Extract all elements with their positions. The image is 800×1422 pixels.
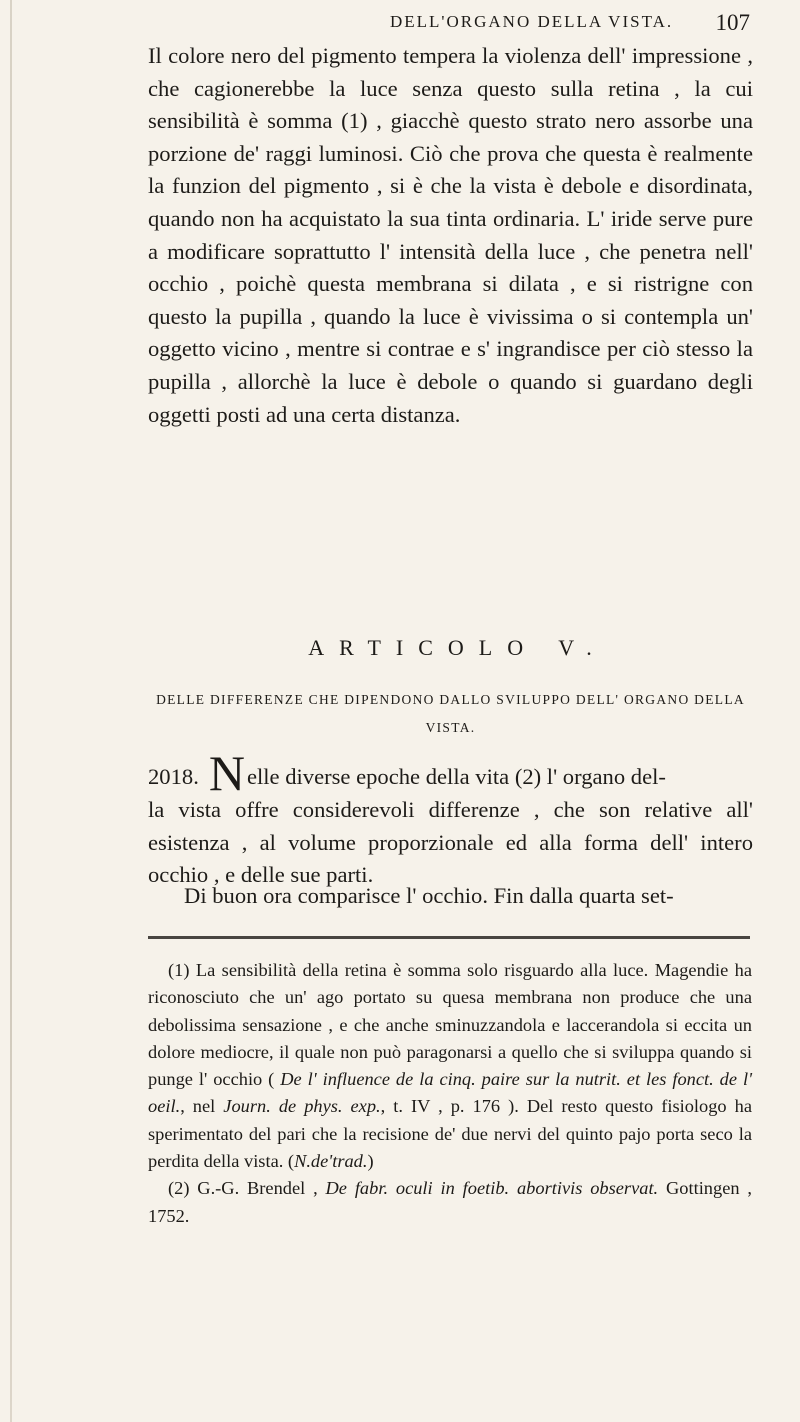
paragraph-body: la vista offre considerevoli differenze , che son relative all' esistenza , al volume proporzionale ed alla forma dell' intero occhio , e delle sue parti.	[148, 797, 753, 888]
body-text	[148, 40, 753, 431]
section-paragraph	[148, 745, 753, 892]
footnotes	[148, 957, 752, 1230]
translator-note: N.de'trad.	[294, 1151, 368, 1172]
footnote-2: (2) G.-G. Brendel , De fabr. oculi in foetib. abortivis observat. Gottingen , 1752.	[148, 1178, 753, 1226]
page-number: 107	[715, 10, 750, 35]
drop-cap: N	[208, 745, 245, 801]
paragraph-first-line	[148, 745, 753, 801]
next-paragraph: Di buon ora comparisce l' occhio. Fin dalla quarta set-	[184, 883, 674, 908]
paragraph-number: 2018.	[148, 764, 199, 790]
cited-title: De l' influence de la cinq. paire sur la nutrit. et les fonct. de l' oeil.	[148, 1069, 753, 1117]
article-heading: ARTICOLO V.	[308, 635, 607, 660]
page-edge	[10, 0, 12, 1422]
first-line-text: elle diverse epoche della vita (2) l' organo del-	[246, 764, 666, 790]
footnote-divider	[148, 936, 750, 939]
article-subtitle: DELLE DIFFERENZE CHE DIPENDONO DALLO SVILUPPO DELL' ORGANO DELLA VISTA.	[156, 692, 745, 735]
cited-title: De fabr. oculi in foetib. abortivis observat.	[325, 1178, 659, 1199]
paragraph: Il colore nero del pigmento tempera la violenza dell' impressione , che cagionerebbe la luce senza questo sulla retina , la cui sensibilità è somma (1) , giacchè questo strato nero assorbe una porzione de' raggi luminosi. Ciò che prova che questa è realmente la funzion del pigmento , si è che la vista è debole e disordinata, quando non ha acquistato la sua tinta ordinaria. L' iride serve pure a modificare soprattutto l' intensità della luce , che penetra nell' occhio , poichè questa membrana si dilata , e si ristrigne con questo la pupilla , quando la luce è vivissima o si contempla un' oggetto vicino , mentre si contrae e s' ingrandisce per ciò stesso la pupilla , allorchè la luce è debole o quando si guardano degli oggetti posti ad una certa distanza.	[148, 43, 753, 427]
running-title: DELL'ORGANO DELLA VISTA.	[390, 12, 674, 31]
cited-journal: Journ. de phys. exp.	[223, 1096, 381, 1117]
running-header	[230, 6, 750, 36]
footnote-1: (1) La sensibilità della retina è somma solo risguardo alla luce. Magendie ha riconosciuto che un' ago portato su quesa membrana non produce che una debolissima sensazione , e che anche sminuzzandola e laccerandola si eccita un dolore mediocre, il quale non può paragonarsi a quello che si sviluppa quando si punge l' occhio ( De l' influence de la cinq. paire sur la nutrit. et les fonct. de l' oeil., nel Journ. de phys. exp., t. IV , p. 176 ). Del resto questo fisiologo ha sperimentato del pari che la recisione de' due nervi del quinto pajo porta seco la perdita della vista. (N.de'trad.)	[148, 960, 753, 1172]
